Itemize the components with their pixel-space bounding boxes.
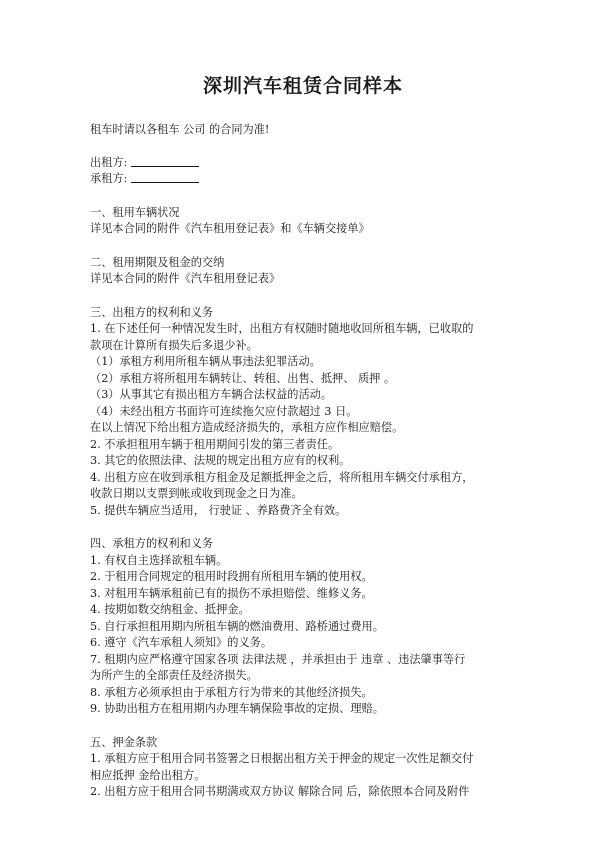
section-line: 2. 于租用合同规定的租用时段拥有所租用车辆的使用权。 [90,570,373,583]
section-line: 为所产生的全部责任及经济损失。 [90,669,258,682]
spacer [90,718,516,735]
section-vehicle-status [90,205,516,238]
spacer [90,519,516,536]
section-heading: 一、租用车辆状况 [90,205,180,219]
section-heading: 五、押金条款 [90,735,158,749]
intro-text: 租车时请以各租车 公司 的合同为准! [90,123,270,136]
lessee-blank-line [131,171,199,183]
spacer [90,238,516,255]
spacer [90,188,516,205]
section-line: 详见本合同的附件《汽车租用登记表》和《车辆交接单》 [90,222,370,235]
section-line: 4. 出租方应在收到承租方租金及足额抵押金之后，将所租用车辆交付承租方， [90,470,474,484]
spacer [90,288,516,305]
section-line: 7. 租期内应严格遵守国家各项 法律法规 ，并承担由于 违章 、违法肇事等行 [90,652,466,666]
spacer [90,139,516,155]
section-line: 1. 承租方应于租用合同书签署之日根据出租方关于押金的规定一次性足额交付 [90,752,474,765]
section-heading: 二、租用期限及租金的交纳 [90,255,225,269]
section-line: （2）承租方将所租用车辆转让、转租、出售、抵押、 质押 。 [90,371,396,385]
section-line: 1. 有权自主选择欲租车辆。 [90,553,228,567]
section-line: 5. 提供车辆应当适用， 行驶证 、养路费齐全有效。 [90,503,347,517]
section-rental-period [90,255,516,288]
section-line: 3. 对租用车辆承租前已有的损伤不承担赔偿、维修义务。 [90,586,373,600]
section-line: 4. 按期如数交纳租金、抵押金。 [90,603,250,616]
lessee-field [90,171,516,188]
section-heading: 三、出租方的权利和义务 [90,305,214,319]
section-line: 详见本合同的附件《汽车租用登记表》 [90,272,281,285]
document-title: 深圳汽车租赁合同样本 [202,75,403,97]
section-line: 2. 出租方应于租用合同书期满或双方协议 解除合同 后，除依照本合同及附件 [90,785,470,798]
section-line: （4）未经出租方书面许可连续拖欠应付款超过 3 日。 [90,404,358,418]
section-deposit-terms [90,735,516,801]
section-line: 2. 不承担租用车辆于租用期间引发的第三者责任。 [90,437,340,451]
section-lessor-rights [90,305,516,520]
section-line: （1）承租方利用所租车辆从事违法犯罪活动。 [90,355,321,368]
section-line: 6. 遵守《汽车承租人须知》的义务。 [90,636,273,649]
section-line: 9. 协助出租方在租用期内办理车辆保险事故的定损、理赔。 [90,702,384,715]
section-line: 收款日期以支票到帐或收到现金之日为准。 [90,487,303,500]
lessor-field [90,155,516,172]
lessor-blank-line [131,155,199,167]
section-line: （3）从事其它有损出租方车辆合法权益的活动。 [90,388,333,401]
section-line: 相应抵押 金给出租方。 [90,768,206,782]
section-heading: 四、承租方的权利和义务 [90,537,214,550]
lessor-label: 出租方: [90,155,128,169]
section-line: 款项在计算所有损失后多退少补。 [90,338,258,352]
section-line: 1. 在下述任何一种情况发生时，出租方有权随时随地收回所租车辆，已收取的 [90,322,474,335]
section-line: 5. 自行承担租用期内所租车辆的燃油费用、路桥通过费用。 [90,619,384,633]
section-line: 在以上情况下给出租方造成经济损失的，承租方应作相应赔偿。 [90,421,404,434]
section-line: 3. 其它的依照法律、法规的规定出租方应有的权利。 [90,454,351,467]
section-line: 8. 承租方必须承担由于承租方行为带来的其他经济损失。 [90,685,373,699]
lessee-label: 承租方: [90,172,128,185]
section-lessee-rights [90,536,516,718]
